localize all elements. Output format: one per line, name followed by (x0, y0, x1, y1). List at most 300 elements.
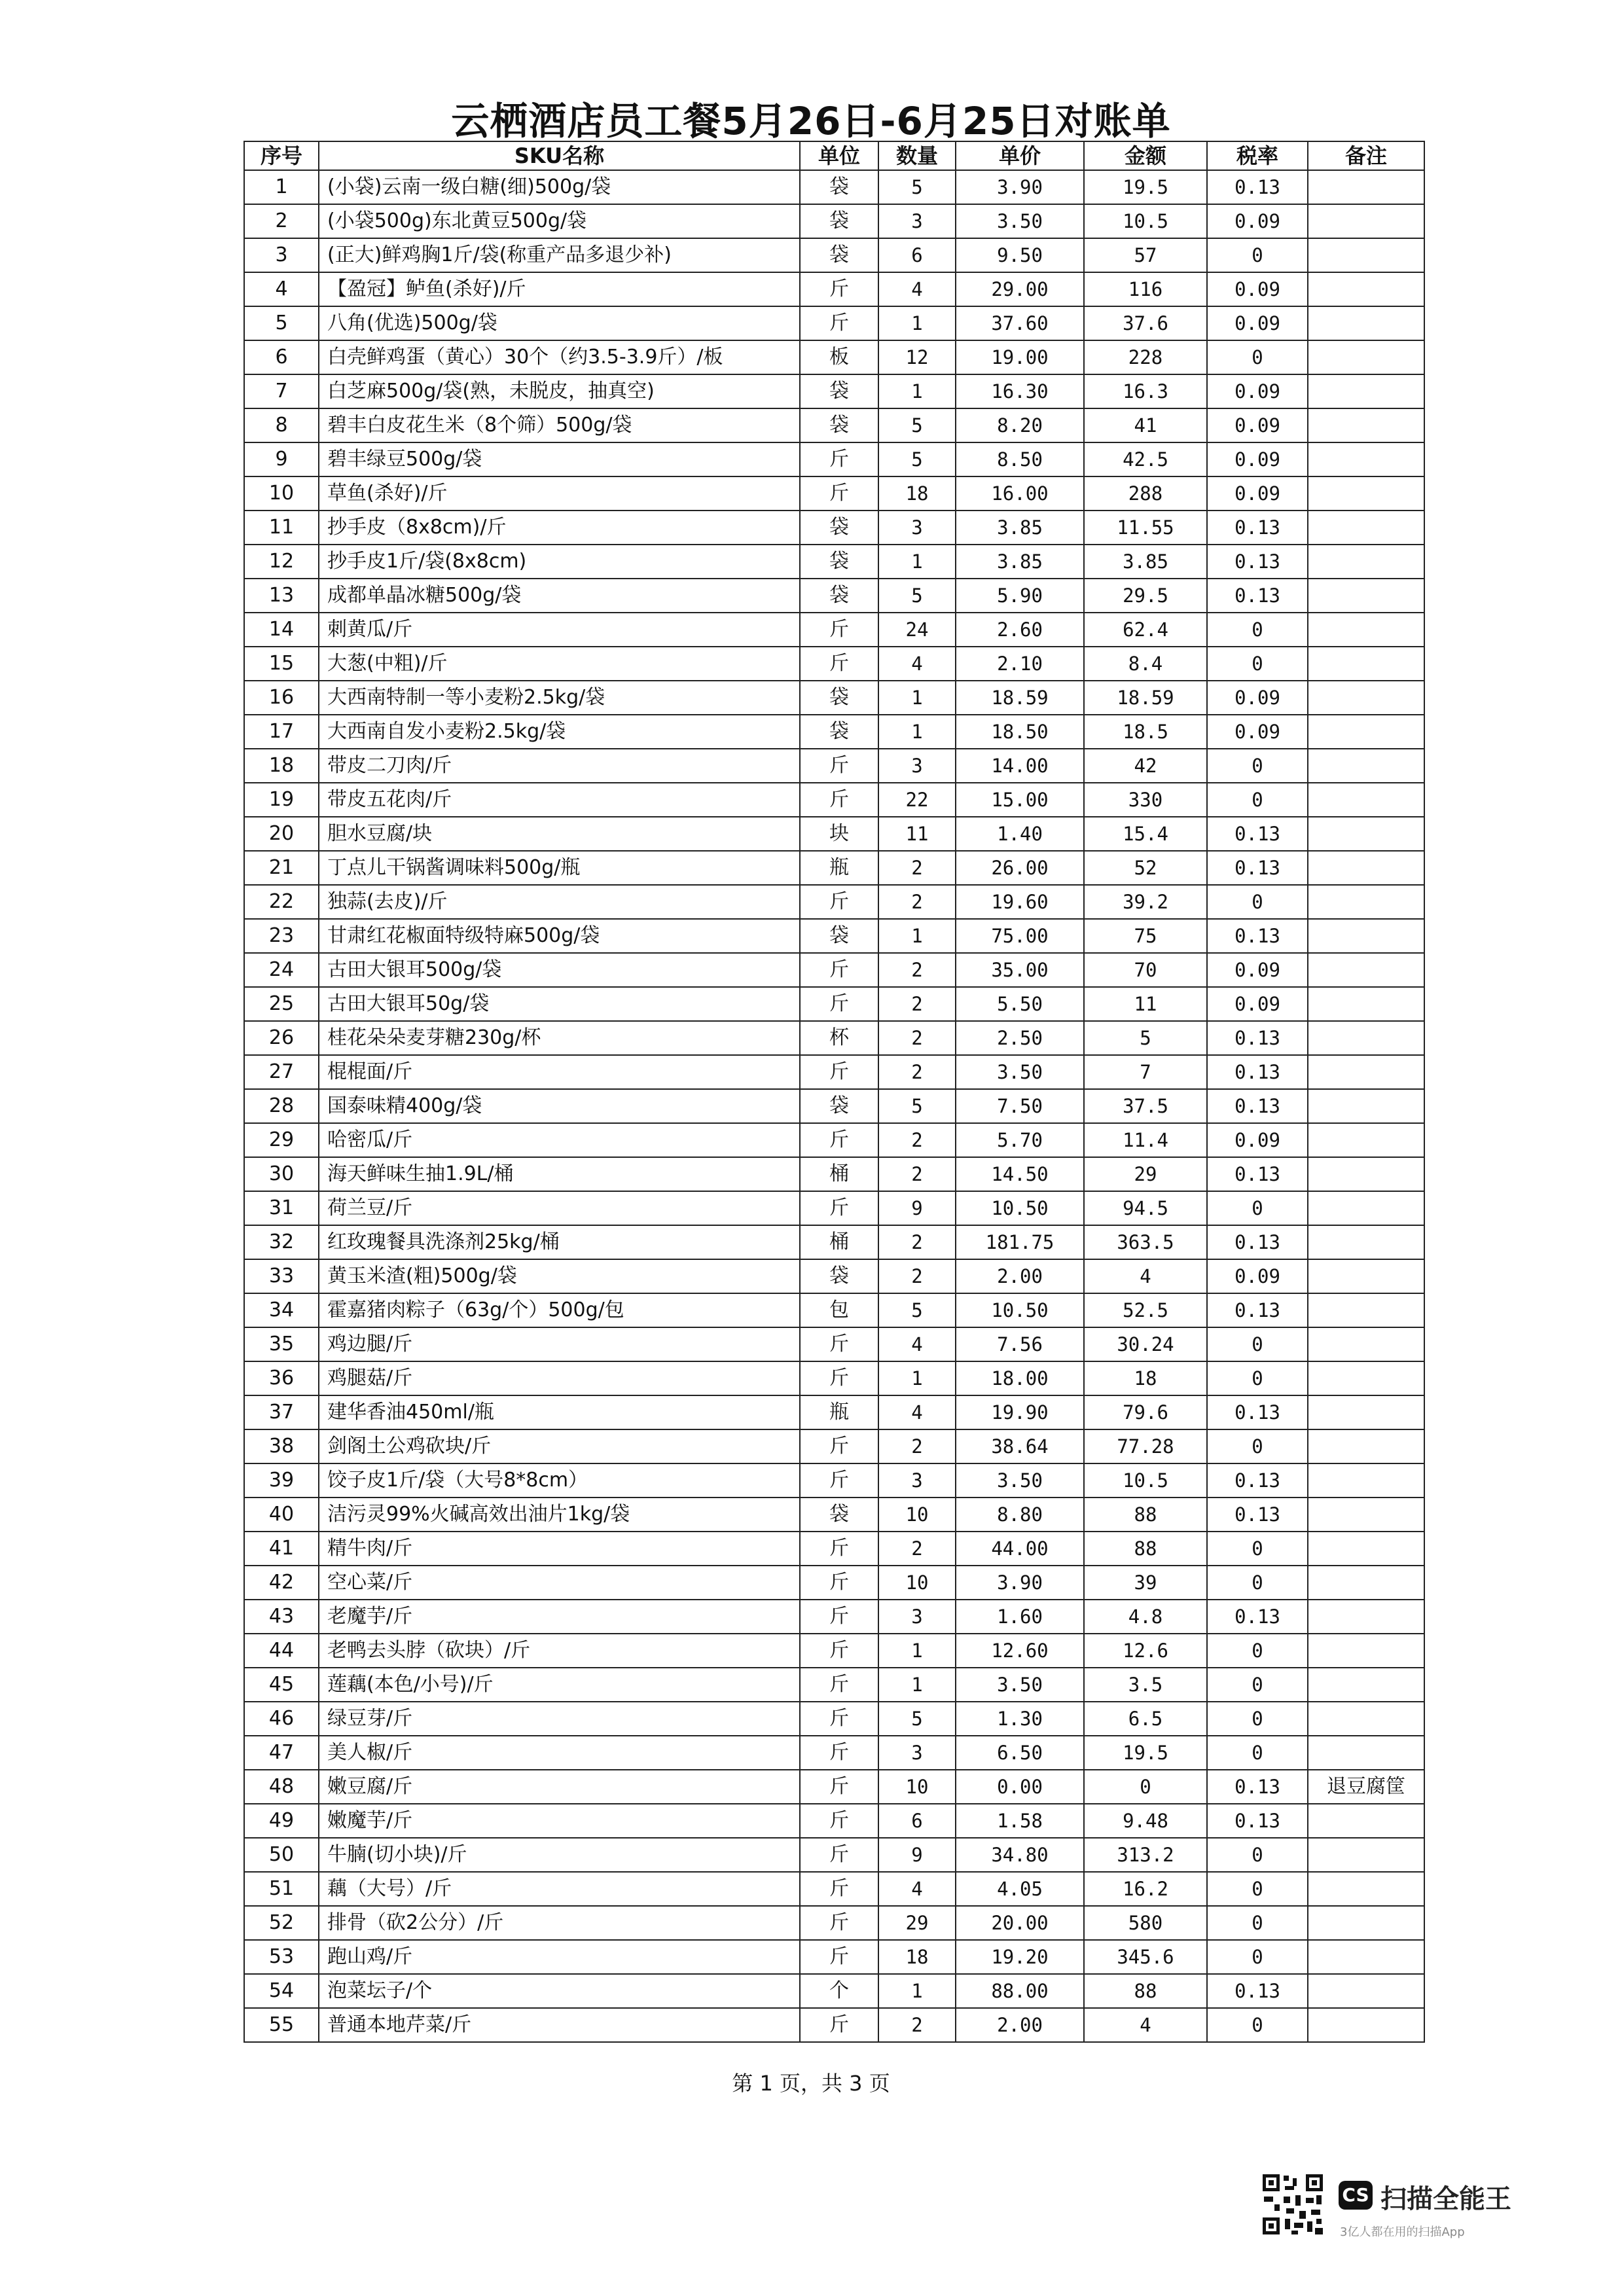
cell-unit: 袋 (800, 681, 878, 715)
cell-unit: 斤 (800, 1940, 878, 1974)
cell-unit-price: 2.10 (956, 647, 1084, 681)
cell-remark (1308, 613, 1424, 647)
cell-remark (1308, 783, 1424, 817)
cell-quantity: 2 (878, 1157, 956, 1191)
cell-unit-price: 2.50 (956, 1021, 1084, 1055)
cell-unit-price: 3.50 (956, 1055, 1084, 1089)
brand-tagline: 3亿人都在用的扫描App (1340, 2225, 1465, 2239)
cell-unit-price: 8.20 (956, 408, 1084, 442)
cell-unit: 袋 (800, 238, 878, 272)
cell-tax-rate: 0.09 (1207, 306, 1308, 340)
cell-quantity: 2 (878, 1123, 956, 1157)
cell-index: 44 (244, 1634, 319, 1668)
table-row (244, 1225, 1424, 1259)
table-row (244, 476, 1424, 511)
cell-amount: 5 (1084, 1021, 1207, 1055)
cell-quantity: 1 (878, 1668, 956, 1702)
cell-unit: 杯 (800, 1021, 878, 1055)
cell-remark (1308, 340, 1424, 374)
cell-sku-name: 八角(优选)500g/袋 (319, 306, 800, 340)
cell-unit-price: 181.75 (956, 1225, 1084, 1259)
table-row (244, 1463, 1424, 1498)
table-row (244, 1429, 1424, 1463)
cell-index: 45 (244, 1668, 319, 1702)
cell-quantity: 2 (878, 1532, 956, 1566)
cell-sku-name: 绿豆芽/斤 (319, 1702, 800, 1736)
cell-amount: 52.5 (1084, 1293, 1207, 1327)
cell-tax-rate: 0.09 (1207, 1123, 1308, 1157)
cell-quantity: 5 (878, 1702, 956, 1736)
cell-quantity: 1 (878, 1361, 956, 1395)
cell-unit: 斤 (800, 1906, 878, 1940)
cell-amount: 11 (1084, 987, 1207, 1021)
table-row (244, 647, 1424, 681)
cell-quantity: 3 (878, 1736, 956, 1770)
cell-unit-price: 37.60 (956, 306, 1084, 340)
cell-quantity: 1 (878, 374, 956, 408)
cell-unit: 斤 (800, 1668, 878, 1702)
table-row (244, 1259, 1424, 1293)
cell-unit: 斤 (800, 1702, 878, 1736)
cell-remark (1308, 1395, 1424, 1429)
table-row (244, 1395, 1424, 1429)
cell-index: 12 (244, 545, 319, 579)
cell-sku-name: 饺子皮1斤/袋（大号8*8cm） (319, 1463, 800, 1498)
page-footer: 第 1 页，共 3 页 (732, 2071, 890, 2096)
cell-unit: 板 (800, 340, 878, 374)
table-row (244, 1668, 1424, 1702)
cell-amount: 37.5 (1084, 1089, 1207, 1123)
cell-amount: 52 (1084, 851, 1207, 885)
cell-remark (1308, 1872, 1424, 1906)
cell-remark (1308, 749, 1424, 783)
cell-sku-name: 嫩豆腐/斤 (319, 1770, 800, 1804)
cell-remark (1308, 681, 1424, 715)
cell-unit-price: 10.50 (956, 1191, 1084, 1225)
table-row (244, 340, 1424, 374)
cell-unit-price: 26.00 (956, 851, 1084, 885)
cell-remark (1308, 1668, 1424, 1702)
cell-unit: 斤 (800, 647, 878, 681)
cell-index: 34 (244, 1293, 319, 1327)
cell-quantity: 10 (878, 1498, 956, 1532)
cell-unit: 斤 (800, 613, 878, 647)
cell-quantity: 4 (878, 1327, 956, 1361)
cell-amount: 18.59 (1084, 681, 1207, 715)
cell-tax-rate: 0 (1207, 885, 1308, 919)
cell-sku-name: 丁点儿干锅酱调味料500g/瓶 (319, 851, 800, 885)
cell-amount: 19.5 (1084, 170, 1207, 204)
cell-sku-name: 牛腩(切小块)/斤 (319, 1838, 800, 1872)
cell-quantity: 1 (878, 681, 956, 715)
cell-unit: 斤 (800, 1600, 878, 1634)
cell-sku-name: 黄玉米渣(粗)500g/袋 (319, 1259, 800, 1293)
cell-quantity: 10 (878, 1566, 956, 1600)
cell-unit-price: 3.90 (956, 170, 1084, 204)
cell-unit-price: 19.60 (956, 885, 1084, 919)
cell-tax-rate: 0 (1207, 647, 1308, 681)
cell-amount: 16.2 (1084, 1872, 1207, 1906)
cell-unit-price: 2.00 (956, 2008, 1084, 2042)
table-row (244, 1940, 1424, 1974)
cell-index: 16 (244, 681, 319, 715)
cell-unit-price: 0.00 (956, 1770, 1084, 1804)
cell-amount: 15.4 (1084, 817, 1207, 851)
cell-remark (1308, 408, 1424, 442)
cell-sku-name: 红玫瑰餐具洗涤剂25kg/桶 (319, 1225, 800, 1259)
table-row (244, 238, 1424, 272)
cell-quantity: 5 (878, 170, 956, 204)
cell-unit: 斤 (800, 1804, 878, 1838)
table-row (244, 170, 1424, 204)
cell-sku-name: 白壳鲜鸡蛋（黄心）30个（约3.5-3.9斤）/板 (319, 340, 800, 374)
cell-tax-rate: 0.13 (1207, 1157, 1308, 1191)
cell-tax-rate: 0 (1207, 1634, 1308, 1668)
cell-sku-name: 精牛肉/斤 (319, 1532, 800, 1566)
table-row (244, 1123, 1424, 1157)
cell-sku-name: 荷兰豆/斤 (319, 1191, 800, 1225)
cell-quantity: 29 (878, 1906, 956, 1940)
table-row (244, 1293, 1424, 1327)
cell-remark (1308, 1327, 1424, 1361)
cell-sku-name: 空心菜/斤 (319, 1566, 800, 1600)
cell-unit: 包 (800, 1293, 878, 1327)
cell-index: 21 (244, 851, 319, 885)
cell-unit-price: 3.50 (956, 1463, 1084, 1498)
cell-index: 46 (244, 1702, 319, 1736)
cell-unit: 斤 (800, 1532, 878, 1566)
table-row (244, 1600, 1424, 1634)
cell-sku-name: 带皮五花肉/斤 (319, 783, 800, 817)
cell-index: 48 (244, 1770, 319, 1804)
cell-tax-rate: 0.09 (1207, 204, 1308, 238)
cell-remark (1308, 1021, 1424, 1055)
cell-remark (1308, 1634, 1424, 1668)
cell-sku-name: 草鱼(杀好)/斤 (319, 476, 800, 511)
table-row (244, 442, 1424, 476)
cell-remark (1308, 919, 1424, 953)
cell-quantity: 2 (878, 2008, 956, 2042)
cell-amount: 6.5 (1084, 1702, 1207, 1736)
cell-tax-rate: 0.13 (1207, 817, 1308, 851)
cell-amount: 0 (1084, 1770, 1207, 1804)
table-row (244, 2008, 1424, 2042)
cell-tax-rate: 0 (1207, 1429, 1308, 1463)
cell-sku-name: 嫩魔芋/斤 (319, 1804, 800, 1838)
cell-remark (1308, 2008, 1424, 2042)
cell-tax-rate: 0.13 (1207, 1395, 1308, 1429)
cell-amount: 18 (1084, 1361, 1207, 1395)
cell-quantity: 2 (878, 953, 956, 987)
cell-amount: 29.5 (1084, 579, 1207, 613)
cell-sku-name: 桂花朵朵麦芽糖230g/杯 (319, 1021, 800, 1055)
cell-tax-rate: 0.09 (1207, 681, 1308, 715)
cell-unit: 斤 (800, 885, 878, 919)
cell-quantity: 4 (878, 272, 956, 306)
table-row (244, 1702, 1424, 1736)
cell-remark (1308, 715, 1424, 749)
cell-index: 1 (244, 170, 319, 204)
cell-unit-price: 1.60 (956, 1600, 1084, 1634)
cell-unit: 袋 (800, 374, 878, 408)
cell-unit: 斤 (800, 749, 878, 783)
cell-unit: 瓶 (800, 851, 878, 885)
cell-index: 43 (244, 1600, 319, 1634)
table-row (244, 1736, 1424, 1770)
table-row (244, 987, 1424, 1021)
cell-index: 7 (244, 374, 319, 408)
cell-quantity: 18 (878, 476, 956, 511)
cell-index: 19 (244, 783, 319, 817)
table-row (244, 1634, 1424, 1668)
cell-unit: 斤 (800, 1463, 878, 1498)
cell-sku-name: 国泰味精400g/袋 (319, 1089, 800, 1123)
cell-index: 11 (244, 511, 319, 545)
cell-index: 3 (244, 238, 319, 272)
cell-sku-name: 碧丰绿豆500g/袋 (319, 442, 800, 476)
cell-tax-rate: 0.13 (1207, 1293, 1308, 1327)
cell-sku-name: 普通本地芹菜/斤 (319, 2008, 800, 2042)
cell-unit-price: 3.85 (956, 545, 1084, 579)
cell-quantity: 24 (878, 613, 956, 647)
cell-quantity: 2 (878, 1259, 956, 1293)
cell-quantity: 1 (878, 1974, 956, 2008)
table-row (244, 1532, 1424, 1566)
cell-sku-name: (正大)鲜鸡胸1斤/袋(称重产品多退少补) (319, 238, 800, 272)
cell-sku-name: 【盈冠】鲈鱼(杀好)/斤 (319, 272, 800, 306)
cell-index: 29 (244, 1123, 319, 1157)
cell-amount: 41 (1084, 408, 1207, 442)
cell-unit-price: 19.90 (956, 1395, 1084, 1429)
cell-unit-price: 35.00 (956, 953, 1084, 987)
cell-index: 35 (244, 1327, 319, 1361)
cell-unit: 斤 (800, 1055, 878, 1089)
cell-amount: 19.5 (1084, 1736, 1207, 1770)
cell-index: 27 (244, 1055, 319, 1089)
cell-sku-name: 老魔芋/斤 (319, 1600, 800, 1634)
cell-unit-price: 2.60 (956, 613, 1084, 647)
cell-unit-price: 14.50 (956, 1157, 1084, 1191)
cell-amount: 57 (1084, 238, 1207, 272)
cell-tax-rate: 0.13 (1207, 851, 1308, 885)
cell-remark: 退豆腐筐 (1308, 1770, 1424, 1804)
cell-index: 15 (244, 647, 319, 681)
cell-quantity: 4 (878, 647, 956, 681)
table-row (244, 1055, 1424, 1089)
cell-sku-name: 抄手皮1斤/袋(8x8cm) (319, 545, 800, 579)
cell-remark (1308, 1906, 1424, 1940)
cell-remark (1308, 817, 1424, 851)
cell-unit: 斤 (800, 953, 878, 987)
cell-quantity: 5 (878, 442, 956, 476)
cell-amount: 10.5 (1084, 204, 1207, 238)
table-row (244, 749, 1424, 783)
cell-index: 50 (244, 1838, 319, 1872)
cell-sku-name: 大西南特制一等小麦粉2.5kg/袋 (319, 681, 800, 715)
cell-amount: 75 (1084, 919, 1207, 953)
cell-amount: 30.24 (1084, 1327, 1207, 1361)
cell-sku-name: 哈密瓜/斤 (319, 1123, 800, 1157)
cell-quantity: 4 (878, 1395, 956, 1429)
cell-remark (1308, 204, 1424, 238)
table-row (244, 545, 1424, 579)
cell-index: 23 (244, 919, 319, 953)
cell-quantity: 2 (878, 1021, 956, 1055)
cell-unit: 瓶 (800, 1395, 878, 1429)
cell-unit: 袋 (800, 204, 878, 238)
cell-remark (1308, 476, 1424, 511)
cell-remark (1308, 374, 1424, 408)
cell-amount: 88 (1084, 1532, 1207, 1566)
cell-sku-name: 建华香油450ml/瓶 (319, 1395, 800, 1429)
cell-amount: 3.85 (1084, 545, 1207, 579)
cell-amount: 4.8 (1084, 1600, 1207, 1634)
cell-unit: 斤 (800, 1123, 878, 1157)
cell-tax-rate: 0.09 (1207, 715, 1308, 749)
cell-unit-price: 4.05 (956, 1872, 1084, 1906)
cell-sku-name: 鸡腿菇/斤 (319, 1361, 800, 1395)
cell-tax-rate: 0 (1207, 613, 1308, 647)
cell-index: 17 (244, 715, 319, 749)
cell-amount: 62.4 (1084, 613, 1207, 647)
cell-unit-price: 19.20 (956, 1940, 1084, 1974)
cell-quantity: 1 (878, 919, 956, 953)
cell-unit-price: 8.50 (956, 442, 1084, 476)
cell-unit-price: 3.90 (956, 1566, 1084, 1600)
cell-index: 10 (244, 476, 319, 511)
cell-sku-name: 排骨（砍2公分）/斤 (319, 1906, 800, 1940)
brand-name: 扫描全能王 (1380, 2184, 1511, 2214)
cell-remark (1308, 1259, 1424, 1293)
cell-remark (1308, 1804, 1424, 1838)
cell-remark (1308, 170, 1424, 204)
cell-amount: 7 (1084, 1055, 1207, 1089)
cell-unit: 斤 (800, 1327, 878, 1361)
cell-unit-price: 7.56 (956, 1327, 1084, 1361)
cell-amount: 11.55 (1084, 511, 1207, 545)
cell-unit-price: 18.50 (956, 715, 1084, 749)
table-row (244, 783, 1424, 817)
table-row (244, 681, 1424, 715)
cell-quantity: 3 (878, 1600, 956, 1634)
cell-unit-price: 10.50 (956, 1293, 1084, 1327)
table-row (244, 272, 1424, 306)
cell-unit: 袋 (800, 545, 878, 579)
cell-tax-rate: 0 (1207, 1327, 1308, 1361)
cell-tax-rate: 0.13 (1207, 511, 1308, 545)
table-header-row (244, 141, 1424, 170)
cell-index: 2 (244, 204, 319, 238)
table-row (244, 1157, 1424, 1191)
cell-quantity: 5 (878, 579, 956, 613)
cell-unit: 斤 (800, 1634, 878, 1668)
cell-index: 41 (244, 1532, 319, 1566)
cell-unit: 袋 (800, 408, 878, 442)
cell-tax-rate: 0.13 (1207, 1055, 1308, 1089)
cell-unit: 袋 (800, 511, 878, 545)
cell-index: 39 (244, 1463, 319, 1498)
cell-unit-price: 3.85 (956, 511, 1084, 545)
cell-unit-price: 8.80 (956, 1498, 1084, 1532)
header-unit: 单位 (800, 141, 878, 170)
cell-index: 30 (244, 1157, 319, 1191)
cell-unit-price: 6.50 (956, 1736, 1084, 1770)
cell-tax-rate: 0 (1207, 783, 1308, 817)
cell-sku-name: 碧丰白皮花生米（8个筛）500g/袋 (319, 408, 800, 442)
table-row (244, 885, 1424, 919)
statement-table (243, 141, 1425, 2043)
cell-index: 42 (244, 1566, 319, 1600)
cell-sku-name: 洁污灵99%火碱高效出油片1kg/袋 (319, 1498, 800, 1532)
cell-amount: 16.3 (1084, 374, 1207, 408)
cell-unit-price: 88.00 (956, 1974, 1084, 2008)
cell-amount: 330 (1084, 783, 1207, 817)
cell-quantity: 2 (878, 851, 956, 885)
cell-unit-price: 7.50 (956, 1089, 1084, 1123)
cell-index: 52 (244, 1906, 319, 1940)
cell-unit: 块 (800, 817, 878, 851)
cell-quantity: 5 (878, 408, 956, 442)
table-row (244, 1974, 1424, 2008)
cell-amount: 580 (1084, 1906, 1207, 1940)
table-row (244, 613, 1424, 647)
cell-amount: 3.5 (1084, 1668, 1207, 1702)
cell-quantity: 2 (878, 1225, 956, 1259)
cell-unit-price: 20.00 (956, 1906, 1084, 1940)
scanner-watermark (1260, 2172, 1522, 2244)
cell-unit: 桶 (800, 1157, 878, 1191)
cell-unit: 斤 (800, 306, 878, 340)
table-row (244, 1089, 1424, 1123)
cell-unit-price: 5.50 (956, 987, 1084, 1021)
cell-remark (1308, 1089, 1424, 1123)
cell-amount: 29 (1084, 1157, 1207, 1191)
cell-unit-price: 16.00 (956, 476, 1084, 511)
cell-unit: 斤 (800, 442, 878, 476)
cell-quantity: 2 (878, 1055, 956, 1089)
cell-tax-rate: 0.09 (1207, 408, 1308, 442)
cell-quantity: 3 (878, 1463, 956, 1498)
cell-amount: 94.5 (1084, 1191, 1207, 1225)
cell-unit: 袋 (800, 1498, 878, 1532)
table-row (244, 1770, 1424, 1804)
cell-tax-rate: 0 (1207, 1736, 1308, 1770)
cell-tax-rate: 0.09 (1207, 1259, 1308, 1293)
cell-remark (1308, 1225, 1424, 1259)
cell-unit: 袋 (800, 1259, 878, 1293)
header-unit-price: 单价 (956, 141, 1084, 170)
cell-index: 28 (244, 1089, 319, 1123)
cell-amount: 39 (1084, 1566, 1207, 1600)
cell-quantity: 1 (878, 545, 956, 579)
cell-sku-name: 古田大银耳50g/袋 (319, 987, 800, 1021)
cell-quantity: 5 (878, 1293, 956, 1327)
table-row (244, 1804, 1424, 1838)
table-row (244, 715, 1424, 749)
cell-quantity: 1 (878, 306, 956, 340)
cell-tax-rate: 0.13 (1207, 1600, 1308, 1634)
cell-tax-rate: 0.13 (1207, 170, 1308, 204)
table-row (244, 1191, 1424, 1225)
header-quantity: 数量 (878, 141, 956, 170)
cell-remark (1308, 1974, 1424, 2008)
cell-unit-price: 15.00 (956, 783, 1084, 817)
cell-remark (1308, 1566, 1424, 1600)
cell-tax-rate: 0.13 (1207, 919, 1308, 953)
cell-tax-rate: 0.09 (1207, 476, 1308, 511)
cell-tax-rate: 0 (1207, 1668, 1308, 1702)
cell-unit: 袋 (800, 1089, 878, 1123)
